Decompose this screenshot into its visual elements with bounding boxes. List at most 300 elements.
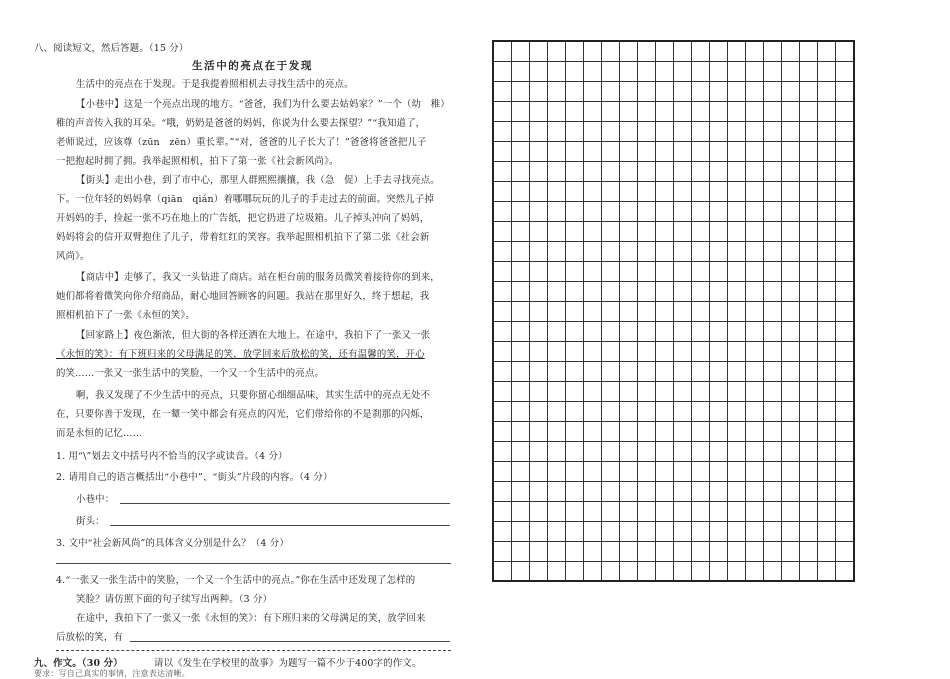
grid-cell[interactable] <box>656 101 674 121</box>
grid-cell[interactable] <box>512 381 530 401</box>
grid-cell[interactable] <box>818 241 836 261</box>
grid-cell[interactable] <box>782 381 800 401</box>
grid-cell[interactable] <box>656 41 674 61</box>
grid-cell[interactable] <box>836 141 855 161</box>
grid-cell[interactable] <box>746 161 764 181</box>
grid-cell[interactable] <box>764 61 782 81</box>
grid-cell[interactable] <box>764 361 782 381</box>
grid-cell[interactable] <box>602 461 620 481</box>
grid-cell[interactable] <box>674 521 692 541</box>
grid-cell[interactable] <box>836 501 855 521</box>
grid-cell[interactable] <box>602 101 620 121</box>
grid-cell[interactable] <box>746 181 764 201</box>
grid-cell[interactable] <box>530 261 548 281</box>
grid-cell[interactable] <box>782 101 800 121</box>
grid-cell[interactable] <box>818 441 836 461</box>
grid-cell[interactable] <box>584 361 602 381</box>
grid-cell[interactable] <box>530 161 548 181</box>
grid-cell[interactable] <box>512 61 530 81</box>
grid-cell[interactable] <box>512 461 530 481</box>
grid-cell[interactable] <box>800 261 818 281</box>
grid-cell[interactable] <box>836 461 855 481</box>
grid-cell[interactable] <box>584 521 602 541</box>
grid-cell[interactable] <box>800 101 818 121</box>
grid-cell[interactable] <box>836 81 855 101</box>
grid-cell[interactable] <box>638 561 656 581</box>
grid-cell[interactable] <box>584 281 602 301</box>
grid-cell[interactable] <box>620 341 638 361</box>
grid-cell[interactable] <box>512 121 530 141</box>
grid-cell[interactable] <box>710 481 728 501</box>
grid-cell[interactable] <box>530 561 548 581</box>
grid-cell[interactable] <box>548 441 566 461</box>
grid-cell[interactable] <box>674 561 692 581</box>
grid-cell[interactable] <box>620 301 638 321</box>
grid-cell[interactable] <box>584 481 602 501</box>
grid-cell[interactable] <box>656 441 674 461</box>
grid-cell[interactable] <box>710 241 728 261</box>
grid-cell[interactable] <box>620 441 638 461</box>
grid-cell[interactable] <box>710 201 728 221</box>
grid-cell[interactable] <box>782 361 800 381</box>
grid-cell[interactable] <box>818 461 836 481</box>
grid-cell[interactable] <box>728 301 746 321</box>
grid-cell[interactable] <box>548 161 566 181</box>
grid-cell[interactable] <box>530 381 548 401</box>
grid-cell[interactable] <box>692 401 710 421</box>
grid-cell[interactable] <box>764 501 782 521</box>
grid-cell[interactable] <box>620 181 638 201</box>
grid-cell[interactable] <box>836 321 855 341</box>
grid-cell[interactable] <box>782 281 800 301</box>
grid-cell[interactable] <box>800 221 818 241</box>
grid-cell[interactable] <box>746 201 764 221</box>
grid-cell[interactable] <box>512 201 530 221</box>
grid-cell[interactable] <box>566 541 584 561</box>
grid-cell[interactable] <box>710 541 728 561</box>
grid-cell[interactable] <box>548 61 566 81</box>
grid-cell[interactable] <box>548 281 566 301</box>
grid-cell[interactable] <box>584 321 602 341</box>
grid-cell[interactable] <box>566 201 584 221</box>
grid-cell[interactable] <box>836 61 855 81</box>
grid-cell[interactable] <box>493 121 512 141</box>
grid-cell[interactable] <box>566 421 584 441</box>
grid-cell[interactable] <box>602 181 620 201</box>
grid-cell[interactable] <box>638 301 656 321</box>
grid-cell[interactable] <box>530 401 548 421</box>
grid-cell[interactable] <box>638 481 656 501</box>
grid-cell[interactable] <box>566 81 584 101</box>
grid-cell[interactable] <box>493 161 512 181</box>
grid-cell[interactable] <box>728 521 746 541</box>
grid-cell[interactable] <box>800 461 818 481</box>
grid-cell[interactable] <box>818 121 836 141</box>
grid-cell[interactable] <box>728 481 746 501</box>
grid-cell[interactable] <box>674 61 692 81</box>
grid-cell[interactable] <box>638 541 656 561</box>
grid-cell[interactable] <box>764 121 782 141</box>
grid-cell[interactable] <box>656 421 674 441</box>
grid-cell[interactable] <box>656 501 674 521</box>
grid-cell[interactable] <box>638 81 656 101</box>
grid-cell[interactable] <box>530 241 548 261</box>
grid-cell[interactable] <box>584 381 602 401</box>
grid-cell[interactable] <box>548 261 566 281</box>
grid-cell[interactable] <box>674 541 692 561</box>
grid-cell[interactable] <box>836 301 855 321</box>
grid-cell[interactable] <box>566 221 584 241</box>
answer-line-2b[interactable] <box>110 525 450 526</box>
grid-cell[interactable] <box>656 141 674 161</box>
grid-cell[interactable] <box>674 321 692 341</box>
grid-cell[interactable] <box>728 261 746 281</box>
grid-cell[interactable] <box>566 441 584 461</box>
grid-cell[interactable] <box>656 481 674 501</box>
grid-cell[interactable] <box>818 361 836 381</box>
grid-cell[interactable] <box>764 261 782 281</box>
grid-cell[interactable] <box>728 441 746 461</box>
grid-cell[interactable] <box>692 521 710 541</box>
grid-cell[interactable] <box>764 41 782 61</box>
grid-cell[interactable] <box>584 301 602 321</box>
grid-cell[interactable] <box>764 161 782 181</box>
grid-cell[interactable] <box>656 81 674 101</box>
grid-cell[interactable] <box>674 421 692 441</box>
grid-cell[interactable] <box>836 481 855 501</box>
grid-cell[interactable] <box>638 101 656 121</box>
grid-cell[interactable] <box>566 141 584 161</box>
grid-cell[interactable] <box>638 281 656 301</box>
grid-cell[interactable] <box>602 161 620 181</box>
grid-cell[interactable] <box>710 141 728 161</box>
grid-cell[interactable] <box>548 401 566 421</box>
grid-cell[interactable] <box>584 41 602 61</box>
grid-cell[interactable] <box>692 441 710 461</box>
grid-cell[interactable] <box>548 541 566 561</box>
answer-line-2a[interactable] <box>120 503 450 504</box>
grid-cell[interactable] <box>566 261 584 281</box>
grid-cell[interactable] <box>602 541 620 561</box>
grid-cell[interactable] <box>710 121 728 141</box>
grid-cell[interactable] <box>566 121 584 141</box>
composition-grid-table[interactable] <box>492 40 855 582</box>
grid-cell[interactable] <box>656 221 674 241</box>
grid-cell[interactable] <box>620 381 638 401</box>
grid-cell[interactable] <box>782 421 800 441</box>
grid-cell[interactable] <box>548 421 566 441</box>
grid-cell[interactable] <box>566 41 584 61</box>
grid-cell[interactable] <box>692 461 710 481</box>
grid-cell[interactable] <box>674 221 692 241</box>
grid-cell[interactable] <box>764 381 782 401</box>
grid-cell[interactable] <box>746 501 764 521</box>
grid-cell[interactable] <box>548 141 566 161</box>
grid-cell[interactable] <box>656 321 674 341</box>
grid-cell[interactable] <box>836 421 855 441</box>
grid-cell[interactable] <box>620 421 638 441</box>
grid-cell[interactable] <box>493 541 512 561</box>
grid-cell[interactable] <box>638 501 656 521</box>
grid-cell[interactable] <box>710 441 728 461</box>
grid-cell[interactable] <box>620 361 638 381</box>
grid-cell[interactable] <box>746 321 764 341</box>
grid-cell[interactable] <box>548 41 566 61</box>
grid-cell[interactable] <box>818 281 836 301</box>
grid-cell[interactable] <box>620 61 638 81</box>
grid-cell[interactable] <box>493 441 512 461</box>
grid-cell[interactable] <box>692 261 710 281</box>
grid-cell[interactable] <box>800 541 818 561</box>
grid-cell[interactable] <box>530 301 548 321</box>
grid-cell[interactable] <box>674 301 692 321</box>
grid-cell[interactable] <box>746 361 764 381</box>
grid-cell[interactable] <box>530 281 548 301</box>
grid-cell[interactable] <box>620 321 638 341</box>
grid-cell[interactable] <box>692 181 710 201</box>
grid-cell[interactable] <box>530 341 548 361</box>
grid-cell[interactable] <box>493 321 512 341</box>
grid-cell[interactable] <box>602 361 620 381</box>
grid-cell[interactable] <box>584 341 602 361</box>
grid-cell[interactable] <box>836 401 855 421</box>
grid-cell[interactable] <box>566 301 584 321</box>
grid-cell[interactable] <box>493 141 512 161</box>
grid-cell[interactable] <box>584 181 602 201</box>
grid-cell[interactable] <box>764 481 782 501</box>
grid-cell[interactable] <box>674 141 692 161</box>
grid-cell[interactable] <box>620 41 638 61</box>
grid-cell[interactable] <box>674 341 692 361</box>
grid-cell[interactable] <box>836 101 855 121</box>
grid-cell[interactable] <box>764 541 782 561</box>
grid-cell[interactable] <box>764 201 782 221</box>
grid-cell[interactable] <box>818 161 836 181</box>
grid-cell[interactable] <box>674 101 692 121</box>
grid-cell[interactable] <box>620 261 638 281</box>
grid-cell[interactable] <box>710 561 728 581</box>
grid-cell[interactable] <box>728 81 746 101</box>
grid-cell[interactable] <box>602 341 620 361</box>
grid-cell[interactable] <box>656 241 674 261</box>
grid-cell[interactable] <box>584 561 602 581</box>
grid-cell[interactable] <box>692 341 710 361</box>
grid-cell[interactable] <box>746 561 764 581</box>
grid-cell[interactable] <box>836 341 855 361</box>
grid-cell[interactable] <box>800 161 818 181</box>
grid-cell[interactable] <box>620 401 638 421</box>
grid-cell[interactable] <box>674 281 692 301</box>
grid-cell[interactable] <box>818 401 836 421</box>
grid-cell[interactable] <box>692 281 710 301</box>
grid-cell[interactable] <box>584 221 602 241</box>
grid-cell[interactable] <box>638 361 656 381</box>
grid-cell[interactable] <box>800 521 818 541</box>
grid-cell[interactable] <box>746 441 764 461</box>
grid-cell[interactable] <box>782 241 800 261</box>
grid-cell[interactable] <box>530 481 548 501</box>
grid-cell[interactable] <box>548 321 566 341</box>
grid-cell[interactable] <box>782 461 800 481</box>
grid-cell[interactable] <box>782 301 800 321</box>
grid-cell[interactable] <box>800 341 818 361</box>
grid-cell[interactable] <box>656 181 674 201</box>
grid-cell[interactable] <box>764 221 782 241</box>
grid-cell[interactable] <box>746 101 764 121</box>
grid-cell[interactable] <box>620 221 638 241</box>
grid-cell[interactable] <box>710 461 728 481</box>
grid-cell[interactable] <box>656 541 674 561</box>
grid-cell[interactable] <box>638 221 656 241</box>
grid-cell[interactable] <box>674 41 692 61</box>
grid-cell[interactable] <box>710 501 728 521</box>
grid-cell[interactable] <box>512 161 530 181</box>
grid-cell[interactable] <box>620 101 638 121</box>
grid-cell[interactable] <box>800 361 818 381</box>
grid-cell[interactable] <box>800 381 818 401</box>
grid-cell[interactable] <box>728 61 746 81</box>
grid-cell[interactable] <box>692 501 710 521</box>
grid-cell[interactable] <box>493 461 512 481</box>
grid-cell[interactable] <box>746 381 764 401</box>
grid-cell[interactable] <box>530 41 548 61</box>
grid-cell[interactable] <box>800 41 818 61</box>
grid-cell[interactable] <box>728 181 746 201</box>
grid-cell[interactable] <box>548 501 566 521</box>
composition-grid[interactable] <box>492 40 912 582</box>
grid-cell[interactable] <box>512 281 530 301</box>
grid-cell[interactable] <box>800 301 818 321</box>
grid-cell[interactable] <box>602 321 620 341</box>
grid-cell[interactable] <box>728 101 746 121</box>
grid-cell[interactable] <box>638 61 656 81</box>
grid-cell[interactable] <box>800 561 818 581</box>
grid-cell[interactable] <box>710 101 728 121</box>
grid-cell[interactable] <box>818 481 836 501</box>
grid-cell[interactable] <box>818 541 836 561</box>
grid-cell[interactable] <box>493 421 512 441</box>
grid-cell[interactable] <box>674 241 692 261</box>
grid-cell[interactable] <box>566 181 584 201</box>
grid-cell[interactable] <box>548 461 566 481</box>
grid-cell[interactable] <box>493 241 512 261</box>
grid-cell[interactable] <box>638 461 656 481</box>
grid-cell[interactable] <box>692 81 710 101</box>
grid-cell[interactable] <box>530 141 548 161</box>
grid-cell[interactable] <box>656 361 674 381</box>
grid-cell[interactable] <box>566 501 584 521</box>
grid-cell[interactable] <box>818 261 836 281</box>
grid-cell[interactable] <box>548 361 566 381</box>
grid-cell[interactable] <box>638 341 656 361</box>
grid-cell[interactable] <box>584 501 602 521</box>
grid-cell[interactable] <box>782 221 800 241</box>
grid-cell[interactable] <box>800 401 818 421</box>
grid-cell[interactable] <box>512 481 530 501</box>
grid-cell[interactable] <box>584 141 602 161</box>
grid-cell[interactable] <box>602 141 620 161</box>
grid-cell[interactable] <box>530 361 548 381</box>
grid-cell[interactable] <box>493 521 512 541</box>
grid-cell[interactable] <box>548 101 566 121</box>
grid-cell[interactable] <box>566 481 584 501</box>
grid-cell[interactable] <box>584 401 602 421</box>
grid-cell[interactable] <box>602 201 620 221</box>
grid-cell[interactable] <box>620 161 638 181</box>
grid-cell[interactable] <box>620 481 638 501</box>
grid-cell[interactable] <box>818 81 836 101</box>
grid-cell[interactable] <box>620 541 638 561</box>
grid-cell[interactable] <box>566 401 584 421</box>
grid-cell[interactable] <box>656 341 674 361</box>
grid-cell[interactable] <box>836 281 855 301</box>
grid-cell[interactable] <box>746 41 764 61</box>
grid-cell[interactable] <box>710 341 728 361</box>
grid-cell[interactable] <box>764 521 782 541</box>
grid-cell[interactable] <box>692 221 710 241</box>
grid-cell[interactable] <box>512 321 530 341</box>
grid-cell[interactable] <box>782 81 800 101</box>
grid-cell[interactable] <box>728 41 746 61</box>
grid-cell[interactable] <box>728 201 746 221</box>
grid-cell[interactable] <box>800 501 818 521</box>
grid-cell[interactable] <box>782 261 800 281</box>
grid-cell[interactable] <box>728 321 746 341</box>
grid-cell[interactable] <box>746 261 764 281</box>
grid-cell[interactable] <box>710 321 728 341</box>
grid-cell[interactable] <box>584 121 602 141</box>
grid-cell[interactable] <box>512 221 530 241</box>
grid-cell[interactable] <box>638 521 656 541</box>
grid-cell[interactable] <box>746 461 764 481</box>
grid-cell[interactable] <box>656 401 674 421</box>
grid-cell[interactable] <box>728 381 746 401</box>
grid-cell[interactable] <box>728 461 746 481</box>
grid-cell[interactable] <box>548 481 566 501</box>
grid-cell[interactable] <box>818 561 836 581</box>
grid-cell[interactable] <box>584 81 602 101</box>
grid-cell[interactable] <box>656 161 674 181</box>
grid-cell[interactable] <box>566 101 584 121</box>
grid-cell[interactable] <box>710 81 728 101</box>
grid-cell[interactable] <box>746 301 764 321</box>
grid-cell[interactable] <box>710 41 728 61</box>
grid-cell[interactable] <box>746 241 764 261</box>
grid-cell[interactable] <box>656 521 674 541</box>
grid-cell[interactable] <box>710 361 728 381</box>
grid-cell[interactable] <box>566 461 584 481</box>
grid-cell[interactable] <box>782 181 800 201</box>
grid-cell[interactable] <box>530 541 548 561</box>
grid-cell[interactable] <box>746 521 764 541</box>
grid-cell[interactable] <box>512 241 530 261</box>
grid-cell[interactable] <box>782 141 800 161</box>
grid-cell[interactable] <box>818 221 836 241</box>
grid-cell[interactable] <box>746 541 764 561</box>
grid-cell[interactable] <box>836 161 855 181</box>
grid-cell[interactable] <box>493 61 512 81</box>
grid-cell[interactable] <box>692 121 710 141</box>
grid-cell[interactable] <box>493 81 512 101</box>
grid-cell[interactable] <box>692 201 710 221</box>
grid-cell[interactable] <box>566 61 584 81</box>
grid-cell[interactable] <box>656 301 674 321</box>
grid-cell[interactable] <box>836 181 855 201</box>
grid-cell[interactable] <box>530 61 548 81</box>
grid-cell[interactable] <box>764 81 782 101</box>
grid-cell[interactable] <box>493 281 512 301</box>
grid-cell[interactable] <box>584 461 602 481</box>
